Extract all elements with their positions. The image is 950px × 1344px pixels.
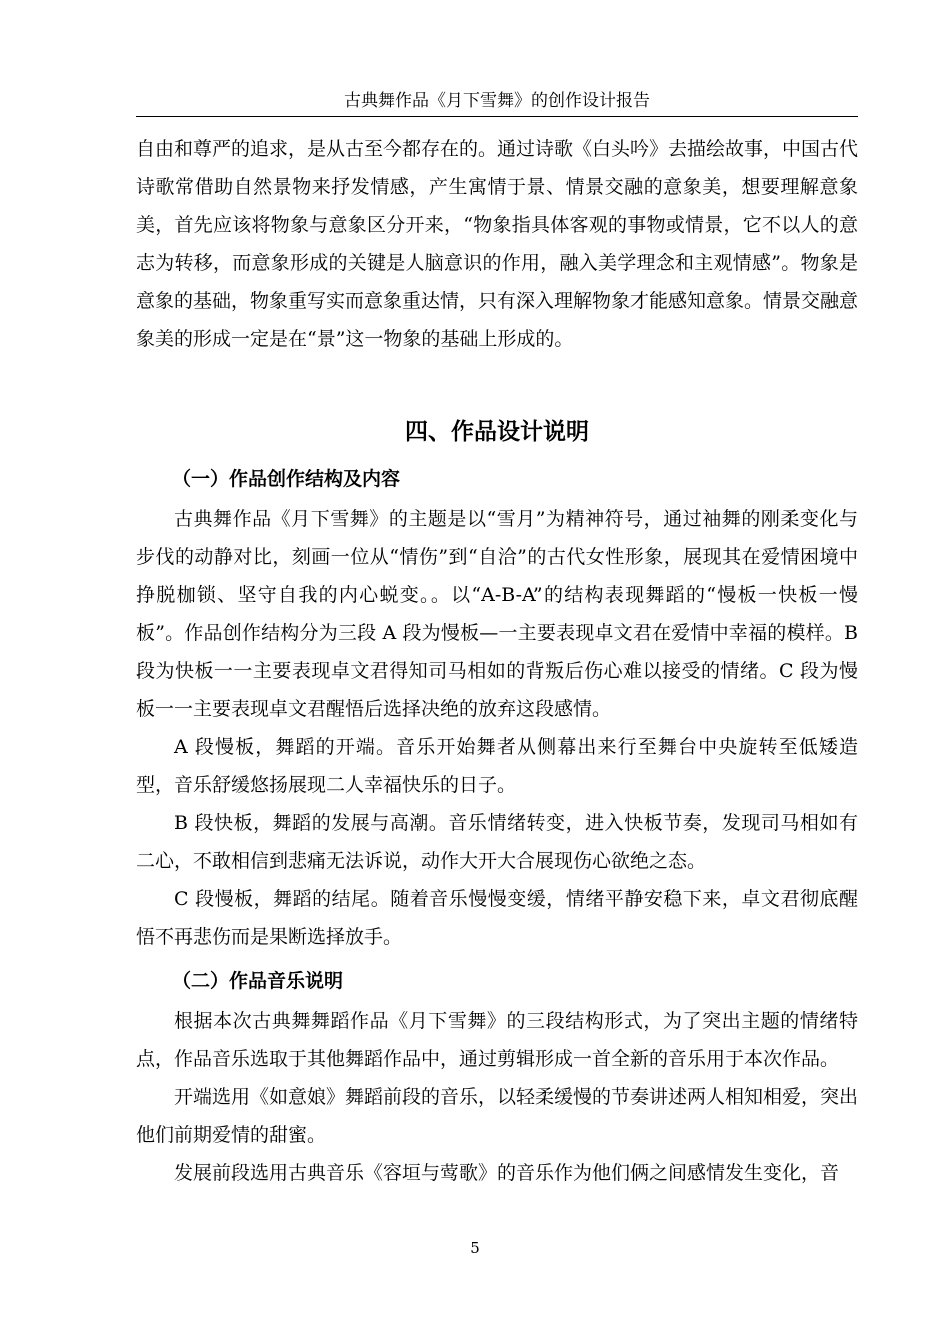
structure-paragraph-1: 古典舞作品《月下雪舞》的主题是以“雪月”为精神符号，通过袖舞的刚柔变化与步伐的动静对比，刻画一位从“情伤”到“自洽”的古代女性形象，展现其在爱情困境中挣脱枷锁、坚守自我的内心蜕变。。以“A-B-A”的结构表现舞蹈的“慢板一快板一慢板”。作品创作结构分为三段 A 段为慢板—一主要表现卓文君在爱情中幸福的模样。B 段为快板一一主要表现卓文君得知司马相如的背叛后伤心难以接受的情绪。C 段为慢板一一主要表现卓文君醒悟后选择决绝的放弃这段感情。	[136, 508, 858, 720]
section-title: 四、作品设计说明	[405, 419, 589, 445]
music-paragraph-1: 根据本次古典舞舞蹈作品《月下雪舞》的三段结构形式，为了突出主题的情绪特点，作品音乐选取于其他舞蹈作品中，通过剪辑形成一首全新的音乐用于本次作品。	[136, 1010, 858, 1070]
page-header	[136, 86, 858, 117]
structure-paragraph-2: A 段慢板，舞蹈的开端。音乐开始舞者从侧幕出来行至舞台中央旋转至低矮造型，音乐舒缓悠扬展现二人幸福快乐的日子。	[136, 736, 858, 796]
music-paragraph-3: 发展前段选用古典音乐《容垣与莺歌》的音乐作为他们俩之间感情发生变化，音	[174, 1162, 840, 1184]
subsection-title-music: （二）作品音乐说明	[172, 970, 344, 992]
structure-paragraph-3: B 段快板，舞蹈的发展与高潮。音乐情绪转变，进入快板节奏，发现司马相如有二心，不敢相信到悲痛无法诉说，动作大开大合展现伤心欲绝之态。	[136, 812, 858, 872]
structure-paragraph-4: C 段慢板，舞蹈的结尾。随着音乐慢慢变缓，情绪平静安稳下来，卓文君彻底醒悟不再悲伤而是果断选择放手。	[136, 888, 858, 948]
subsection-title-structure: （一）作品创作结构及内容	[172, 468, 401, 490]
music-paragraph-2: 开端选用《如意娘》舞蹈前段的音乐，以轻柔缓慢的节奏讲述两人相知相爱，突出他们前期爱情的甜蜜。	[136, 1086, 859, 1146]
header-title: 古典舞作品《月下雪舞》的创作设计报告	[344, 91, 650, 111]
page-number: 5	[470, 1239, 480, 1257]
intro-paragraph: 自由和尊严的追求，是从古至今都存在的。通过诗歌《白头吟》去描绘故事，中国古代诗歌常借助自然景物来抒发情感，产生寓情于景、情景交融的意象美，想要理解意象美，首先应该将物象与意象区分开来，“物象指具体客观的事物或情景，它不以人的意志为转移，而意象形成的关键是人脑意识的作用，融入美学理念和主观情感”。物象是意象的基础，物象重写实而意象重达情，只有深入理解物象才能感知意象。情景交融意象美的形成一定是在“景”这一物象的基础上形成的。	[136, 138, 859, 350]
document-body	[136, 130, 858, 1192]
